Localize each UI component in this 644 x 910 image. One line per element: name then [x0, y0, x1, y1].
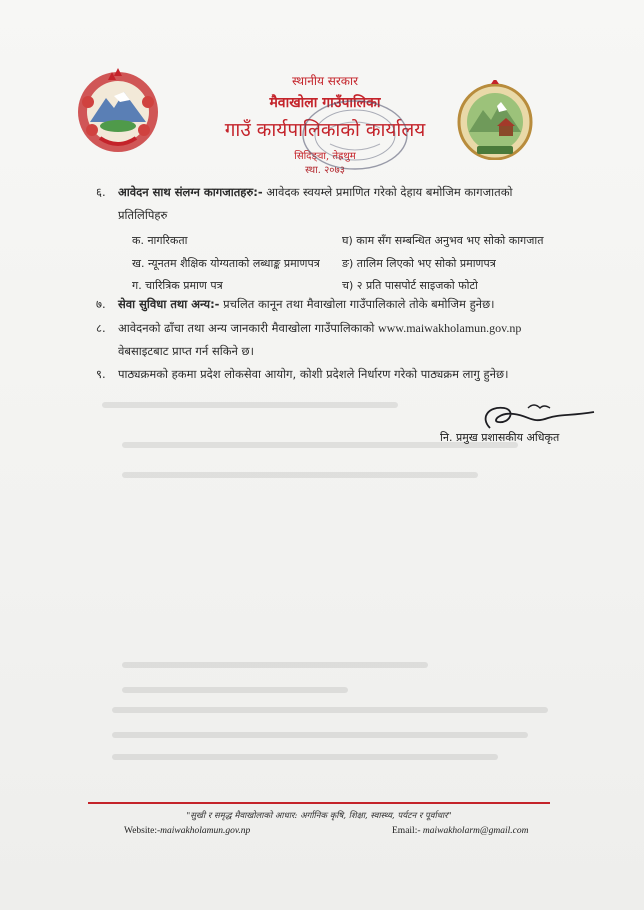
section-7-heading: सेवा सुविधा तथा अन्य:- — [118, 297, 220, 311]
section-6-heading: आवेदन साथ संलग्न कागजातहरु:- — [118, 185, 263, 199]
section-7-text: प्रचलित कानून तथा मैवाखोला गाउँपालिकाले तोके बमोजिम हुनेछ। — [223, 297, 495, 311]
footer-email-label: Email:- — [392, 826, 421, 836]
section-6-line1 — [96, 185, 513, 200]
header-office-name: गाउँ कार्यपालिकाको कार्यालय — [224, 119, 426, 141]
section-8-website: www.maiwakholamun.gov.np — [377, 321, 522, 335]
header-address: सिदिङ्वा, तेह्रथुम — [294, 151, 356, 162]
footer-email — [392, 826, 528, 836]
header-local-government: स्थानीय सरकार — [292, 74, 358, 88]
footer-divider — [88, 802, 550, 804]
section-9-text: पाठ्यक्रमको हकमा प्रदेश लोकसेवा आयोग, कोशी प्रदेशले निर्धारण गरेको पाठ्यक्रम लागु हुनेछ। — [118, 367, 509, 381]
section-8-line1 — [96, 321, 521, 336]
signatory-title: नि. प्रमुख प्रशासकीय अधिकृत — [440, 431, 560, 444]
section-7-number: ७. — [96, 297, 106, 311]
footer-email-link[interactable]: maiwakholarm@gmail.com — [422, 826, 529, 836]
section-8-line2: वेबसाइटबाट प्राप्त गर्न सकिने छ। — [118, 344, 254, 358]
document-item-training: ङ) तालिम लिएको भए सोको प्रमाणपत्र — [342, 257, 496, 270]
document-item-citizenship: क. नागरिकता — [132, 234, 188, 247]
footer-website-link[interactable]: maiwakholamun.gov.np — [160, 826, 251, 836]
document-item-character: ग. चारित्रिक प्रमाण पत्र — [132, 279, 223, 292]
footer-website — [124, 826, 250, 836]
footer-slogan: "सुखी र समृद्ध मैवाखोलाको आधार: अर्गानिक कृषि, शिक्षा, स्वास्थ्य, पर्यटन र पूर्वाधार" — [186, 811, 452, 821]
bleed-through-texture — [95, 385, 565, 785]
section-6-text: आवेदक स्वयम्ले प्रमाणित गरेको देहाय बमोजिम कागजातको — [266, 185, 513, 199]
document-item-education: ख. न्यूनतम शैक्षिक योग्यताको लब्धाङ्क प्रमाणपत्र — [132, 257, 320, 270]
official-stamp-icon — [300, 98, 410, 173]
section-8-number: ८. — [96, 321, 106, 335]
section-9-number: ९. — [96, 367, 106, 381]
section-6-number: ६. — [96, 185, 106, 199]
header-municipality-name: मैवाखोला गाउँपालिका — [269, 95, 381, 111]
footer-website-label: Website:- — [124, 826, 161, 836]
section-8-text: आवेदनको ढाँचा तथा अन्य जानकारी मैवाखोला गाउँपालिकाको — [118, 321, 375, 335]
section-9 — [96, 367, 508, 382]
section-7 — [96, 297, 495, 312]
document-item-experience: घ) काम सँग सम्बन्धित अनुभव भए सोको कागजात — [342, 234, 544, 247]
nepal-emblem-icon — [74, 66, 162, 154]
document-item-photo: च) २ प्रति पासपोर्ट साइजको फोटो — [342, 279, 478, 292]
header-established: स्था. २०७३ — [305, 165, 345, 176]
section-6-line2: प्रतिलिपिहरु — [118, 208, 168, 222]
